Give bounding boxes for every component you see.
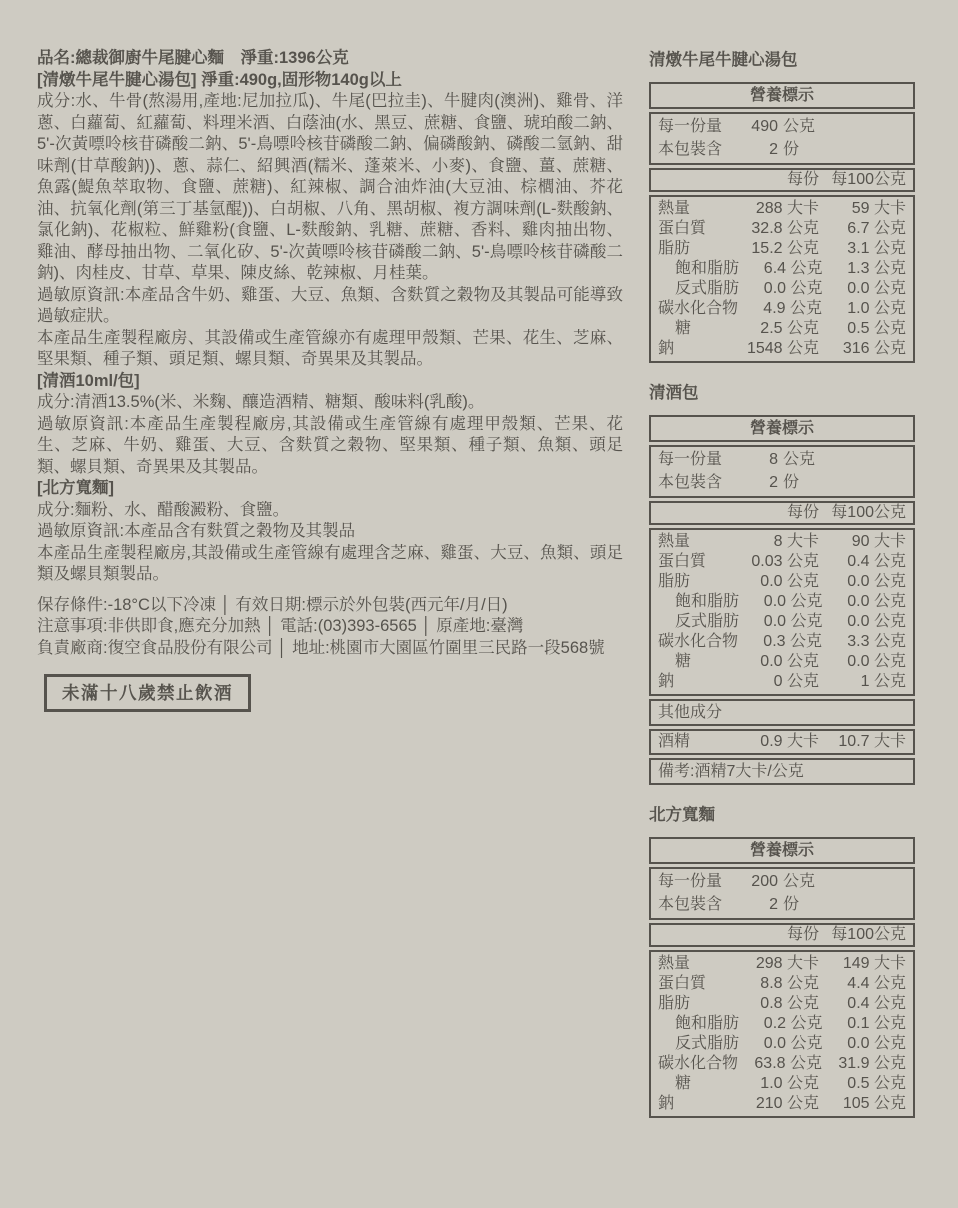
per-serving-header: 每份	[786, 504, 819, 521]
nutrient-label: 脂肪	[658, 240, 691, 257]
nutrient-row	[658, 219, 906, 239]
nutrient-label: 鈉	[658, 673, 675, 690]
soup-allergen-info: 過敏原資訊:本產品含牛奶、雞蛋、大豆、魚類、含麩質之穀物及其製品可能導致過敏症狀。	[37, 285, 623, 325]
value-per-100g: 0.0 公克	[847, 653, 906, 670]
serving-size-row	[658, 116, 906, 139]
nutrient-row	[658, 552, 906, 572]
noodle-allergen-info: 過敏原資訊:本產品含有麩質之穀物及其製品	[37, 522, 356, 540]
nutrition-label-title: 營養標示	[649, 415, 915, 442]
nutrient-row	[658, 672, 906, 692]
value-per-serving: 63.8 公克	[754, 1055, 822, 1072]
nutrition-label-title: 營養標示	[649, 837, 915, 864]
value-per-100g: 0.0 公克	[847, 1035, 906, 1052]
nutrient-row	[658, 572, 906, 592]
value-per-serving: 8 大卡	[773, 533, 819, 550]
serving-size-label: 每一份量	[658, 873, 723, 890]
nutrient-row	[658, 239, 906, 259]
value-per-serving: 0.2 公克	[763, 1015, 823, 1032]
value-per-serving: 0.0 公克	[763, 1035, 823, 1052]
nutrient-row	[658, 954, 906, 974]
manufacturer-line: 負責廠商:復空食品股份有限公司 │ 地址:桃園市大園區竹圍里三民路一段568號	[37, 638, 605, 657]
nutrient-row	[658, 612, 906, 632]
per-100g-header: 每100公克	[831, 504, 906, 521]
nutrient-row	[658, 279, 906, 299]
nutrient-row	[658, 1034, 906, 1054]
nutrient-row	[658, 532, 906, 552]
value-per-serving: 0.0 公克	[763, 593, 823, 610]
nutrient-label: 蛋白質	[658, 220, 707, 237]
value-per-100g: 316 公克	[842, 340, 906, 357]
nutrient-row	[658, 1014, 906, 1034]
serving-info-box	[649, 445, 915, 498]
value-per-serving: 0.0 公克	[763, 280, 823, 297]
serving-size-label: 每一份量	[658, 451, 723, 468]
other-ingredients-header: 其他成分	[649, 699, 915, 726]
nutrient-label: 糖	[675, 1075, 692, 1092]
nutrient-row	[658, 199, 906, 219]
nutrition-table-soup	[649, 50, 915, 363]
per-100g-header: 每100公克	[831, 926, 906, 943]
nutrient-label: 脂肪	[658, 573, 691, 590]
nutrient-label: 鈉	[658, 340, 675, 357]
value-per-serving: 0.0 公克	[760, 573, 819, 590]
notice-line: 注意事項:非供即食,應充分加熱 │ 電話:(03)393-6565 │ 原產地:臺灣	[37, 617, 524, 635]
value-per-100g: 0.0 公克	[847, 280, 906, 297]
value-per-serving: 4.9 公克	[763, 300, 822, 317]
serving-info-box	[649, 867, 915, 920]
value-per-serving: 0.9 大卡	[760, 733, 819, 750]
nutrient-rows-box	[649, 195, 915, 363]
nutrient-row	[658, 299, 906, 319]
table-product-heading: 清酒包	[649, 384, 699, 402]
sake-allergen-info: 過敏原資訊:本產品生產製程廠房,其設備或生產管線有處理甲殼類、芒果、花生、芝麻、牛奶、雞蛋、大豆、含麩質之穀物、堅果類、種子類、魚類、頭足類、螺貝類、奇異果及其製品。	[37, 414, 623, 476]
nutrient-label: 糖	[675, 320, 692, 337]
nutrient-row	[658, 319, 906, 339]
value-per-100g: 0.4 公克	[847, 553, 906, 570]
serving-size-row	[658, 449, 906, 472]
right-column	[649, 50, 915, 1138]
nutrient-label: 熱量	[658, 955, 691, 972]
alcohol-row-box	[649, 729, 915, 755]
value-per-100g: 10.7 大卡	[838, 733, 906, 750]
value-per-serving: 288 大卡	[755, 200, 819, 217]
per-serving-header: 每份	[786, 926, 819, 943]
nutrient-row	[658, 1094, 906, 1114]
nutrient-row	[658, 592, 906, 612]
value-per-100g: 1.0 公克	[847, 300, 906, 317]
nutrient-label: 碳水化合物	[658, 300, 739, 317]
value-per-100g: 3.1 公克	[847, 240, 906, 257]
serving-info-box	[649, 112, 915, 165]
value-per-100g: 105 公克	[842, 1095, 906, 1112]
nutrient-label: 糖	[675, 653, 692, 670]
value-per-100g: 1 公克	[860, 673, 906, 690]
table-product-heading: 清燉牛尾牛腱心湯包	[649, 51, 798, 69]
nutrient-row	[658, 339, 906, 359]
value-per-serving: 0 公克	[773, 673, 819, 690]
value-per-serving: 32.8 公克	[751, 220, 819, 237]
value-per-serving: 0.03 公克	[751, 553, 819, 570]
servings-per-pack-row	[658, 472, 906, 495]
value-per-100g: 0.4 公克	[847, 995, 906, 1012]
serving-size-unit: 公克	[783, 451, 816, 468]
nutrition-table-noodle	[649, 805, 915, 1118]
value-per-serving: 6.4 公克	[763, 260, 823, 277]
value-per-100g: 90 大卡	[851, 533, 906, 550]
alcohol-note: 備考:酒精7大卡/公克	[649, 758, 915, 785]
servings-per-pack-value: 2	[769, 895, 778, 913]
soup-ingredients: 成分:水、牛骨(熬湯用,產地:尼加拉瓜)、牛尾(巴拉圭)、牛腱肉(澳洲)、雞骨、洋蔥、白蘿蔔、紅蘿蔔、料理米酒、白蔭油(水、黑豆、蔗糖、食鹽、琥珀酸二鈉、5'-次黃嘌呤核苷磷酸二鈉、5'-鳥嘌呤核苷磷酸二鈉、偏磷酸鈉、磷酸二氫鈉、甜味劑(甘草酸鈉))、蔥、蒜仁、紹興酒(糯米、蓬萊米、小麥)、食鹽、薑、蔗糖、魚露(鯷魚萃取物、食鹽、蔗糖)、紅辣椒、調合油炸油(大豆油、棕櫚油、芥花油、抗氧化劑(第三丁基氫醌))、白胡椒、八角、黑胡椒、複方調味劑(L-麩酸鈉、氯化鈉)、花椒粒、鮮雞粉(食鹽、L-麩酸鈉、乳糖、蔗糖、香料、雞肉抽出物、雞油、酵母抽出物、二氧化矽、5'-次黃嘌呤核苷磷酸二鈉、5'-鳥嘌呤核苷磷酸二鈉)、肉桂皮、甘草、草果、陳皮絲、乾辣椒、月桂葉。	[37, 92, 623, 282]
nutrient-rows-box	[649, 950, 915, 1118]
serving-size-value: 8	[769, 451, 778, 468]
nutrient-label: 反式脂肪	[675, 613, 740, 630]
column-header-box	[649, 923, 915, 947]
nutrient-row	[658, 732, 906, 752]
noodle-facility-info: 本產品生產製程廠房,其設備或生產管線有處理含芝麻、雞蛋、大豆、魚類、頭足類及螺貝類製品。	[37, 543, 623, 583]
value-per-100g: 59 大卡	[851, 200, 906, 217]
serving-size-row	[658, 871, 906, 894]
value-per-100g: 6.7 公克	[847, 220, 906, 237]
storage-line: 保存條件:-18°C以下冷凍 │ 有效日期:標示於外包裝(西元年/月/日)	[37, 595, 508, 614]
nutrient-row	[658, 1074, 906, 1094]
serving-size-value: 490	[751, 118, 778, 135]
column-header-box	[649, 501, 915, 525]
value-per-serving: 8.8 公克	[760, 975, 819, 992]
value-per-100g: 4.4 公克	[847, 975, 906, 992]
sake-ingredients: 成分:清酒13.5%(米、米麴、釀造酒精、糖類、酸味料(乳酸)。	[37, 393, 485, 411]
nutrient-label: 蛋白質	[658, 553, 707, 570]
nutrient-label: 熱量	[658, 533, 691, 550]
nutrient-label: 碳水化合物	[658, 1055, 739, 1072]
value-per-100g: 149 大卡	[842, 955, 906, 972]
nutrient-label: 鈉	[658, 1095, 675, 1112]
serving-size-label: 每一份量	[658, 118, 723, 135]
nutrient-label: 飽和脂肪	[675, 1015, 740, 1032]
servings-per-pack-unit: 份	[783, 140, 800, 158]
table-product-heading: 北方寬麵	[649, 806, 715, 824]
nutrition-label-title: 營養標示	[649, 82, 915, 109]
product-name-line: 品名:總裁御廚牛尾腱心麵 淨重:1396公克	[37, 49, 349, 67]
storage-info-block	[37, 595, 623, 660]
nutrient-row	[658, 632, 906, 652]
servings-per-pack-row	[658, 894, 906, 917]
value-per-serving: 1.0 公克	[760, 1075, 819, 1092]
noodle-heading: [北方寬麵]	[37, 479, 114, 497]
nutrient-label: 熱量	[658, 200, 691, 217]
nutrient-label: 飽和脂肪	[675, 593, 740, 610]
serving-size-value: 200	[751, 873, 778, 890]
servings-per-pack-value: 2	[769, 140, 778, 158]
value-per-100g: 0.5 公克	[847, 320, 906, 337]
column-header-box	[649, 168, 915, 192]
value-per-serving: 2.5 公克	[760, 320, 819, 337]
nutrient-row	[658, 259, 906, 279]
per-serving-header: 每份	[786, 171, 819, 188]
servings-per-pack-unit: 份	[783, 895, 800, 913]
servings-per-pack-label: 本包裝含	[658, 473, 723, 491]
soup-facility-info: 本產品生產製程廠房、其設備或生產管線亦有處理甲殼類、芒果、花生、芝麻、堅果類、種子類、頭足類、螺貝類、奇異果及其製品。	[37, 328, 623, 368]
nutrient-label: 酒精	[658, 733, 691, 750]
value-per-serving: 0.3 公克	[763, 633, 822, 650]
nutrient-row	[658, 974, 906, 994]
serving-size-unit: 公克	[783, 873, 816, 890]
value-per-100g: 1.3 公克	[847, 260, 906, 277]
value-per-100g: 0.0 公克	[847, 573, 906, 590]
value-per-100g: 0.0 公克	[847, 593, 906, 610]
value-per-serving: 298 大卡	[755, 955, 819, 972]
noodle-ingredients: 成分:麵粉、水、醋酸澱粉、食鹽。	[37, 500, 290, 519]
nutrient-row	[658, 652, 906, 672]
sake-pack-heading: [清酒10ml/包]	[37, 371, 140, 390]
value-per-serving: 15.2 公克	[751, 240, 819, 257]
value-per-100g: 0.1 公克	[847, 1015, 906, 1032]
nutrient-label: 蛋白質	[658, 975, 707, 992]
nutrient-row	[658, 1054, 906, 1074]
nutrient-label: 反式脂肪	[675, 280, 740, 297]
servings-per-pack-value: 2	[769, 473, 778, 491]
nutrient-rows-box	[649, 528, 915, 696]
value-per-100g: 0.5 公克	[847, 1075, 906, 1092]
nutrient-label: 碳水化合物	[658, 633, 739, 650]
soup-pack-heading: [清燉牛尾牛腱心湯包] 淨重:490g,固形物140g以上	[37, 70, 402, 89]
servings-per-pack-label: 本包裝含	[658, 895, 723, 913]
left-column	[37, 48, 623, 712]
nutrient-label: 脂肪	[658, 995, 691, 1012]
servings-per-pack-unit: 份	[783, 473, 800, 491]
value-per-100g: 0.0 公克	[847, 613, 906, 630]
nutrient-label: 反式脂肪	[675, 1035, 740, 1052]
value-per-serving: 210 公克	[755, 1095, 819, 1112]
value-per-serving: 0.0 公克	[760, 653, 819, 670]
per-100g-header: 每100公克	[831, 171, 906, 188]
serving-size-unit: 公克	[783, 118, 816, 135]
nutrition-table-sake	[649, 383, 915, 785]
value-per-serving: 0.8 公克	[760, 995, 819, 1012]
nutrient-row	[658, 994, 906, 1014]
value-per-100g: 31.9 公克	[838, 1055, 906, 1072]
value-per-serving: 0.0 公克	[763, 613, 823, 630]
value-per-100g: 3.3 公克	[847, 633, 906, 650]
nutrient-label: 飽和脂肪	[675, 260, 740, 277]
underage-drinking-warning: 未滿十八歲禁止飲酒	[44, 674, 251, 712]
value-per-serving: 1548 公克	[746, 340, 819, 357]
servings-per-pack-label: 本包裝含	[658, 140, 723, 158]
servings-per-pack-row	[658, 139, 906, 162]
